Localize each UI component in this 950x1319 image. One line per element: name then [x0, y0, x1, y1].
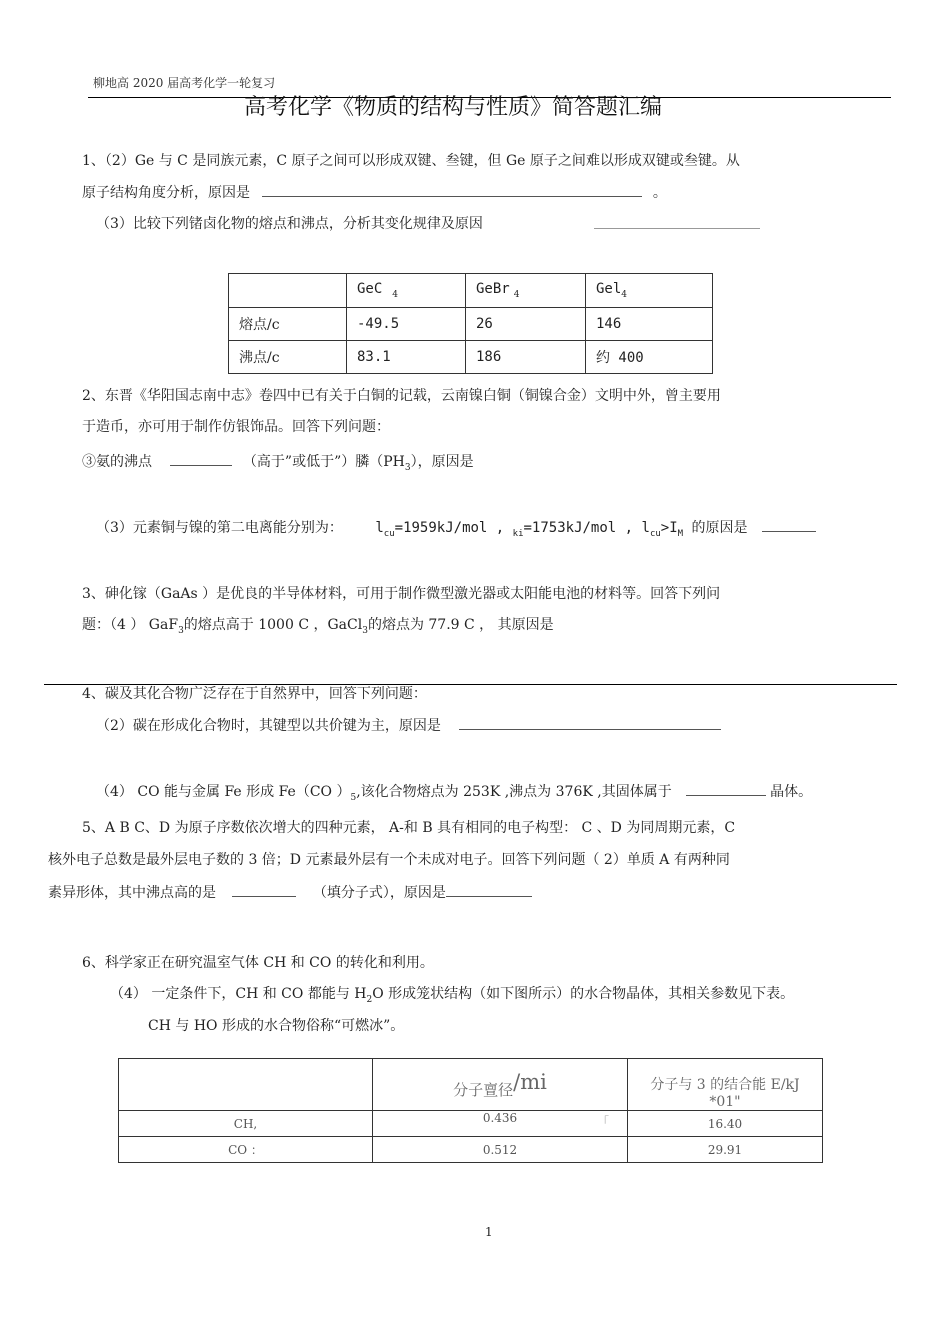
table-cell: 分子与 3 的结合能 E/kJ *01" — [628, 1059, 823, 1111]
table-cell — [586, 274, 713, 308]
q4-line3-sub: 5 — [350, 793, 357, 803]
table-row — [229, 308, 713, 341]
table-cell — [373, 1059, 628, 1111]
table-cell-mark: 「 — [596, 1115, 609, 1129]
answer-blank[interactable] — [170, 451, 232, 466]
q3-line2-sub: 3 — [362, 626, 368, 636]
table-cell — [466, 274, 586, 308]
page-number: 1 — [485, 1225, 493, 1239]
q3-line2-sub: 3 — [178, 626, 184, 636]
table-cell-sub: 4 — [392, 290, 399, 300]
table-cell-text: GeC — [357, 281, 383, 297]
answer-blank[interactable] — [232, 882, 296, 897]
q2-line4-sub: M — [677, 529, 684, 539]
table-cell: 26 — [466, 308, 586, 341]
table-cell: 沸点/c — [229, 341, 347, 374]
q6-line2-text: O 形成笼状结构（如下图所示）的水合物晶体，其相关参数见下表。 — [372, 986, 795, 1002]
q5-line3-text: 素异形体，其中沸点高的是 — [48, 885, 216, 901]
table-cell — [373, 1111, 628, 1137]
q6-line2-text: （4） 一定条件下，CH 和 CO 都能与 H — [110, 986, 367, 1002]
table-cell: -49.5 — [347, 308, 466, 341]
table-row — [229, 341, 713, 374]
q3-line2-text: 的熔点高于 1000 C ，GaCl — [183, 617, 363, 633]
q3-line1: 3、砷化镓（GaAs ）是优良的半导体材料，可用于制作微型激光器或太阳能电池的材料等。回答下列问 — [82, 586, 721, 602]
q2-line4 — [96, 517, 816, 539]
table-cell: 146 — [586, 308, 713, 341]
q4-line3 — [96, 781, 812, 803]
q1-line2-end: 。 — [652, 185, 667, 201]
table-cell: 83.1 — [347, 341, 466, 374]
table-cell-text: GeBr — [476, 281, 510, 297]
table-cell — [229, 274, 347, 308]
q1-line3-text: （3）比较下列锗卤化物的熔点和沸点，分析其变化规律及原因 — [96, 216, 483, 232]
q2-line4-text: 的原因是 — [691, 520, 748, 536]
table-cell: 熔点/c — [229, 308, 347, 341]
q2-line4-sub: ki — [512, 529, 524, 539]
q3-line2-text: 题：（4 ） GaF — [82, 617, 179, 633]
q1-line1: 1、（2）Ge 与 C 是同族元素，C 原子之间可以形成双键、叁键，但 Ge 原子之间难以形成双键或叁键。从 — [82, 153, 740, 169]
q5-line1: 5、A B C、D 为原子序数依次增大的四种元素， A-和 B 具有相同的电子构型： C 、D 为同周期元素，C — [82, 820, 736, 836]
q2-line1: 2、东晋《华阳国志南中志》卷四中已有关于白铜的记载，云南镍白铜（铜镍合金）文明中外，曾主要用 — [82, 388, 721, 404]
q4-line3-text: （4） CO 能与金属 Fe 形成 Fe（CO ） — [96, 784, 351, 800]
q2-line3 — [82, 451, 474, 473]
q5-line3 — [48, 882, 532, 902]
q5-line2: 核外电子总数是最外层电子数的 3 倍；D 元素最外层有一个未成对电子。回答下列问题（ 2）单质 A 有两种同 — [48, 852, 730, 868]
table-cell-text: /mi — [513, 1069, 547, 1094]
q6-line2 — [110, 983, 794, 1005]
q6-line2-sub: 2 — [366, 995, 373, 1005]
q2-line4-text: =1959kJ/mol , — [394, 520, 505, 536]
q4-line3-text: ,该化合物熔点为 253K ,沸点为 376K ,其固体属于 — [356, 784, 672, 800]
table-row — [119, 1137, 823, 1163]
page-title: 高考化学《物质的结构与性质》简答题汇编 — [244, 95, 663, 120]
table-cell: CH, — [119, 1111, 373, 1137]
running-header: 柳地高 2020 届高考化学一轮复习 — [93, 76, 276, 90]
q3-line2 — [82, 614, 554, 636]
q4-line2 — [96, 715, 721, 735]
table-cell-sub: 4 — [513, 290, 520, 300]
q2-line2: 于造币，亦可用于制作仿银饰品。回答下列问题： — [82, 419, 390, 435]
germanium-halide-table — [228, 273, 713, 374]
table-cell — [119, 1059, 373, 1111]
answer-blank[interactable] — [446, 882, 532, 897]
q2-line3-text: ③氨的沸点 — [82, 454, 152, 470]
q4-line2-text: （2）碳在形成化合物时，其键型以共价键为主，原因是 — [96, 718, 441, 734]
answer-blank[interactable] — [762, 517, 816, 532]
q2-line3-text: （高于”或低于”）膦（PH — [242, 454, 405, 470]
answer-blank[interactable] — [594, 228, 760, 229]
table-cell-text: 0.436 — [482, 1110, 518, 1125]
table-cell: 约 400 — [586, 341, 713, 374]
q2-line4-formula — [375, 520, 691, 539]
q4-line3-text: 晶体。 — [770, 784, 813, 800]
answer-blank[interactable] — [459, 715, 721, 730]
q2-line4-text: =1753kJ/mol , l — [523, 520, 650, 536]
answer-blank[interactable] — [686, 781, 766, 796]
q6-line3: CH 与 HO 形成的水合物俗称“可燃冰”。 — [148, 1018, 405, 1034]
table-cell: 29.91 — [628, 1137, 823, 1163]
q1-line2-text: 原子结构角度分析，原因是 — [82, 185, 250, 201]
q2-line3-sub: 3 — [404, 463, 411, 473]
table-cell: CO ： — [119, 1137, 373, 1163]
q2-line4-text: l — [375, 520, 384, 536]
q2-line4-text: （3）元素铜与镍的第二电离能分别为： — [96, 520, 343, 536]
q2-line4-sub: cu — [649, 529, 661, 539]
table-cell: 0.512 — [373, 1137, 628, 1163]
q3-line2-text: 的熔点为 77.9 C ， 其原因是 — [367, 617, 554, 633]
table-row — [119, 1111, 823, 1137]
table-cell-sub: 4 — [621, 290, 628, 300]
q4-line1: 4、碳及其化合物广泛存在于自然界中，回答下列问题： — [82, 686, 427, 702]
q2-line4-sub: cu — [383, 529, 395, 539]
table-cell-text: 分子亶径 — [453, 1080, 514, 1099]
hydrate-parameters-table — [118, 1058, 823, 1163]
q6-line1: 6、科学家正在研究温室气体 CH 和 CO 的转化和利用。 — [82, 955, 434, 971]
answer-blank[interactable] — [262, 182, 642, 197]
q2-line3-text: ），原因是 — [410, 454, 474, 470]
table-cell: 16.40 — [628, 1111, 823, 1137]
table-header-row — [229, 274, 713, 308]
table-header-row — [119, 1059, 823, 1111]
q1-line2 — [82, 182, 667, 202]
q1-line3 — [96, 213, 483, 233]
table-cell-text: Gel — [596, 281, 622, 297]
q5-line3-text: （填分子式），原因是 — [312, 885, 446, 901]
table-cell: 186 — [466, 341, 586, 374]
q2-line4-text: >I — [660, 520, 678, 536]
table-cell — [347, 274, 466, 308]
